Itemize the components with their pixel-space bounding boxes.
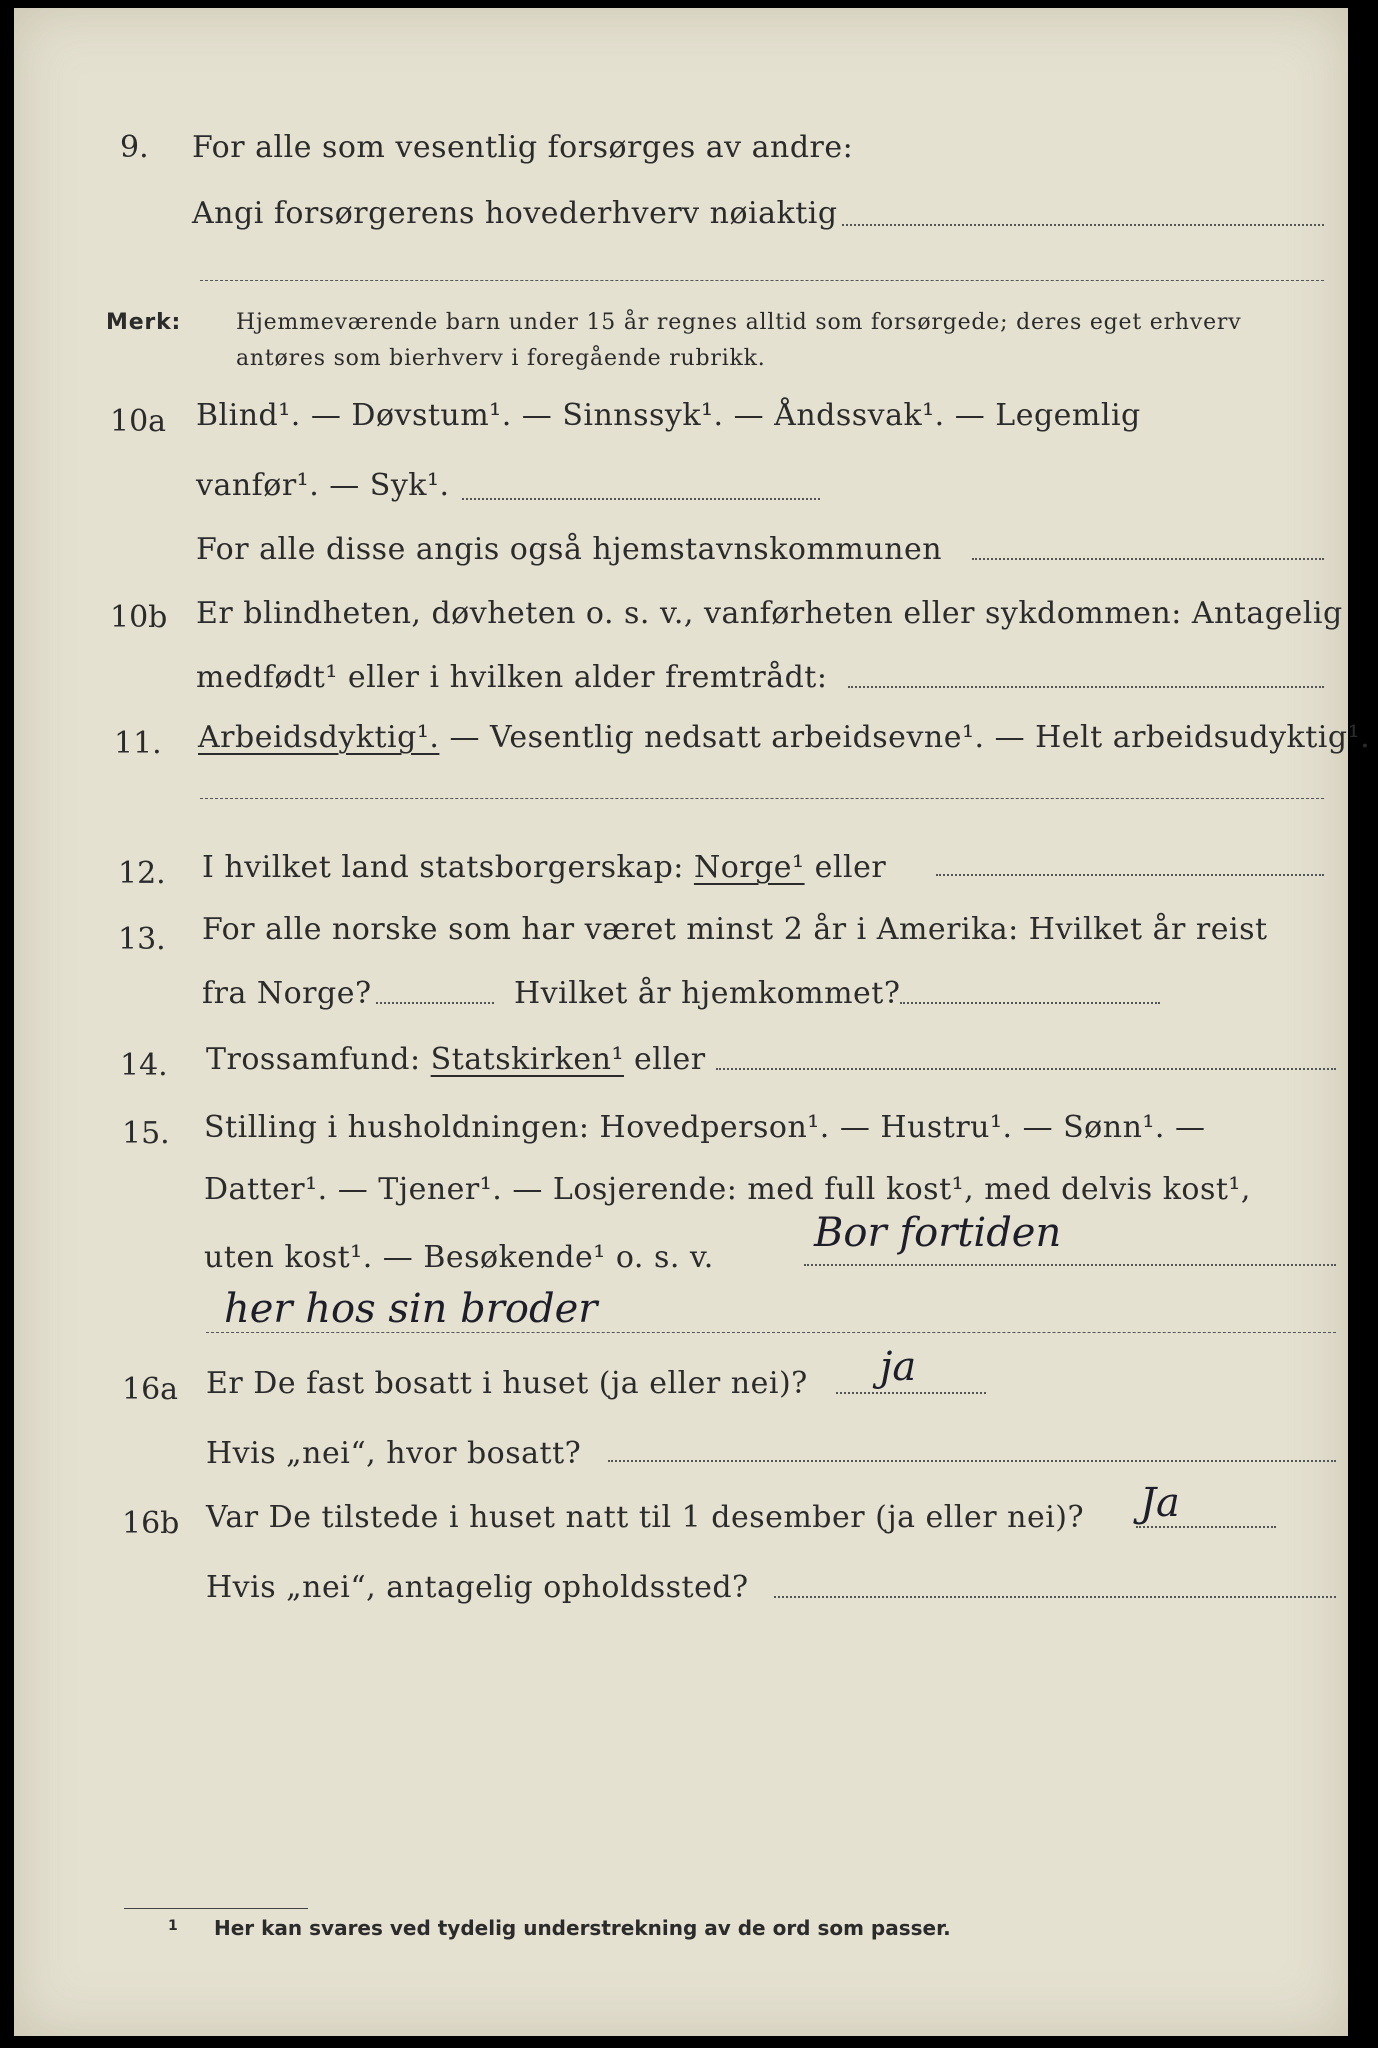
q12-number: 12. xyxy=(118,856,166,891)
q16b-number: 16b xyxy=(122,1506,180,1541)
q10b-line1: Er blindheten, døvheten o. s. v., vanførheten eller sykdommen: Antagelig xyxy=(196,596,1343,631)
q13-reist-field[interactable] xyxy=(376,1002,494,1004)
q11-number: 11. xyxy=(114,726,162,761)
footnote-rule xyxy=(124,1908,308,1909)
q14-number: 14. xyxy=(120,1048,168,1083)
q13-line2a: fra Norge? xyxy=(202,976,372,1011)
census-form-page xyxy=(14,8,1371,2036)
q13-number: 13. xyxy=(118,922,166,957)
q11-line xyxy=(198,720,1370,755)
q12-answer-field[interactable] xyxy=(936,874,1324,876)
q10b-answer-field[interactable] xyxy=(848,686,1324,688)
q12-prompt: I hvilket land statsborgerskap: xyxy=(202,850,684,885)
q16a-answer-field[interactable] xyxy=(836,1392,986,1394)
q11-option-arbeidsdyktig[interactable]: Arbeidsdyktig¹. xyxy=(198,720,440,755)
merk-line1: Hjemmeværende barn under 15 år regnes alltid som forsørgede; deres eget erhverv xyxy=(236,310,1242,335)
q14-line xyxy=(206,1042,706,1077)
q16b-answer-field[interactable] xyxy=(1136,1526,1276,1528)
q12-eller: eller xyxy=(814,850,887,885)
q13-hjemkommet-field[interactable] xyxy=(900,1002,1160,1004)
q11-other-options: — Vesentlig nedsatt arbeidsevne¹. — Helt arbeidsudyktig¹. xyxy=(439,720,1371,755)
q10a-hjemstavn-field[interactable] xyxy=(972,558,1324,560)
q14-eller: eller xyxy=(634,1042,706,1077)
q10b-number: 10b xyxy=(110,600,168,635)
q15-handwritten-answer-2: her hos sin broder xyxy=(224,1286,598,1332)
footnote-text: Her kan svares ved tydelig understrekning av de ord som passer. xyxy=(214,1916,951,1940)
footnote-mark: 1 xyxy=(168,1918,178,1934)
q10a-syk-field[interactable] xyxy=(462,498,820,500)
q9-answer-field[interactable] xyxy=(842,224,1324,226)
merk-label: Merk: xyxy=(106,310,182,335)
q13-line1: For alle norske som har været minst 2 år i Amerika: Hvilket år reist xyxy=(202,912,1268,947)
q15-line2: Datter¹. — Tjener¹. — Losjerende: med full kost¹, med delvis kost¹, xyxy=(204,1172,1251,1207)
q9-line1: For alle som vesentlig forsørges av andre: xyxy=(192,130,854,165)
q16b-line2: Hvis „nei“, antagelig opholdssted? xyxy=(206,1570,749,1605)
q16b-line1: Var De tilstede i huset natt til 1 desember (ja eller nei)? xyxy=(206,1500,1085,1535)
q16a-handwritten-answer: ja xyxy=(880,1344,917,1390)
q16a-line2: Hvis „nei“, hvor bosatt? xyxy=(206,1436,582,1471)
merk-line2: antøres som bierhverv i foregående rubrikk. xyxy=(236,346,766,371)
q14-prompt: Trossamfund: xyxy=(206,1042,421,1077)
q16a-line1: Er De fast bosatt i huset (ja eller nei)? xyxy=(206,1366,808,1401)
q14-option-statskirken[interactable]: Statskirken¹ xyxy=(430,1042,624,1077)
q15-handwritten-answer-1: Bor fortiden xyxy=(814,1210,1062,1256)
q9-line2: Angi forsørgerens hovederhverv nøiaktig xyxy=(192,196,838,231)
q16a-bosatt-field[interactable] xyxy=(608,1460,1336,1462)
q16a-number: 16a xyxy=(122,1372,179,1407)
q15-line3: uten kost¹. — Besøkende¹ o. s. v. xyxy=(204,1240,714,1275)
q15-answer-field-2[interactable] xyxy=(206,1332,1336,1333)
q13-line2b: Hvilket år hjemkommet? xyxy=(514,976,901,1011)
q11-answer-field[interactable] xyxy=(200,798,1324,799)
q10a-line1: Blind¹. — Døvstum¹. — Sinnssyk¹. — Åndssvak¹. — Legemlig xyxy=(196,398,1141,433)
q10b-line2: medfødt¹ eller i hvilken alder fremtrådt: xyxy=(196,660,828,695)
q9-number: 9. xyxy=(120,130,149,165)
q12-line xyxy=(202,850,886,885)
q15-number: 15. xyxy=(122,1116,170,1151)
q10a-line3: For alle disse angis også hjemstavnskommunen xyxy=(196,532,943,567)
q12-option-norge[interactable]: Norge¹ xyxy=(693,850,805,885)
q15-line1: Stilling i husholdningen: Hovedperson¹. — Hustru¹. — Sønn¹. — xyxy=(204,1110,1206,1145)
q14-answer-field[interactable] xyxy=(716,1068,1336,1070)
q15-answer-field[interactable] xyxy=(804,1264,1336,1266)
q10a-number: 10a xyxy=(110,404,167,439)
q16b-handwritten-answer: Ja xyxy=(1140,1480,1180,1526)
q9-answer-field-2[interactable] xyxy=(200,280,1324,281)
q10a-line2: vanfør¹. — Syk¹. xyxy=(196,468,450,503)
q16b-opholdssted-field[interactable] xyxy=(774,1596,1336,1598)
